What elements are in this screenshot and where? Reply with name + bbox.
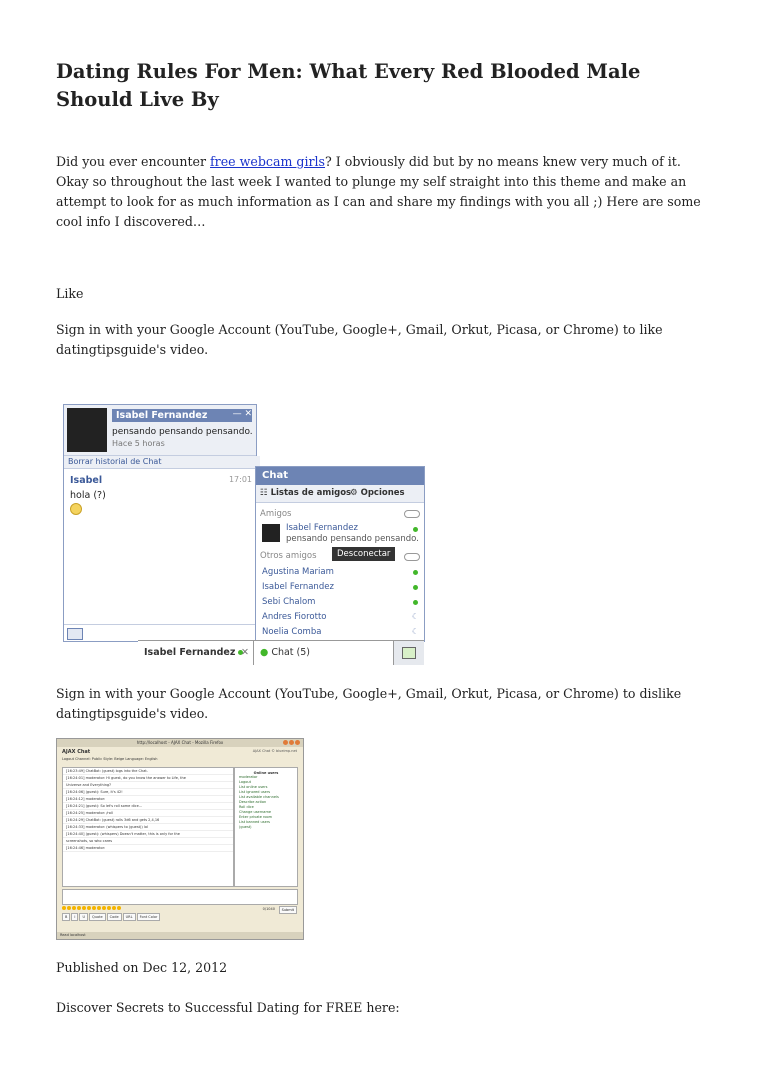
- format-button: Quote: [89, 913, 106, 921]
- log-line: [16:24:01] moderator: Hi guest, do you know the answer to Life, the: [63, 775, 233, 782]
- maximize-icon: [289, 740, 294, 745]
- other-friends-section-label: Otros amigos: [260, 551, 317, 561]
- browser-titlebar: [57, 739, 303, 747]
- char-counter: 0/1040: [262, 907, 275, 911]
- featured-friend-name: Isabel Fernandez: [286, 523, 358, 533]
- message-sender: Isabel: [70, 475, 103, 486]
- options-tab-label: Opciones: [360, 488, 405, 498]
- log-line: [16:24:21] (guest): So let's roll some dice...: [63, 803, 233, 810]
- user-item: Describe action: [239, 800, 267, 804]
- friend-list-item: Sebi Chalom: [262, 597, 316, 607]
- chat-panel: [255, 466, 425, 642]
- chat-people-icon: ●: [260, 647, 269, 658]
- user-item: List available channels: [239, 795, 279, 799]
- monitor-tab: [394, 641, 424, 665]
- format-button: I: [71, 913, 78, 921]
- other-friends-toggle: [404, 553, 420, 561]
- online-users-panel: [234, 767, 298, 887]
- chat-panel-title: Chat: [256, 467, 424, 485]
- online-users-header: Online users: [253, 771, 279, 775]
- chat-window-header: [64, 405, 256, 456]
- window-buttons: [282, 740, 300, 748]
- smiley-icon: [117, 906, 121, 910]
- close-icon: [295, 740, 300, 745]
- message-text: hola (?): [70, 490, 106, 501]
- user-item: Change username: [239, 810, 272, 814]
- friend-lists-tab-label: Listas de amigos: [270, 488, 352, 498]
- published-date: Published on Dec 12, 2012: [56, 960, 228, 975]
- log-line: Universe and Everything?: [63, 782, 233, 789]
- options-tab: ⚙ Opciones: [350, 488, 405, 498]
- log-line: [16:24:33] moderator: (whispers to (guest)) lol: [63, 824, 233, 831]
- friend-avatar: [262, 524, 280, 542]
- format-button: Font Color: [137, 913, 161, 921]
- ajax-chat-screenshot: [56, 738, 304, 940]
- intro-text-before: Did you ever encounter: [56, 154, 211, 169]
- format-button: B: [62, 913, 70, 921]
- log-line: [16:23:49] ChatBot: (guest) logs into the Chat.: [63, 768, 233, 775]
- format-button: URL: [123, 913, 136, 921]
- friend-list-item: Isabel Fernandez: [262, 582, 334, 592]
- online-dot-icon: [413, 570, 418, 575]
- format-button: Code: [107, 913, 122, 921]
- friend-list-item: Agustina Mariam: [262, 567, 334, 577]
- chat-tab-isabel: [138, 641, 254, 665]
- friend-lists-tab: ☷ Listas de amigos: [260, 488, 352, 498]
- friend-list-item: Noelia Comba: [262, 627, 322, 637]
- log-line: [16:24:40] (guest): (whispers) Doesn't matter, this is only for the: [63, 831, 233, 838]
- chat-window-status-time: Hace 5 horas: [112, 439, 165, 448]
- format-buttons: [62, 915, 161, 919]
- friends-toggle: [404, 510, 420, 518]
- chat-window-status: pensando pensando pensando.: [112, 427, 253, 437]
- user-item: List online users: [239, 785, 268, 789]
- message-input: [62, 889, 298, 905]
- smiley-icon: [87, 906, 91, 910]
- browser-title: http://localhost - AJAX Chat - Mozilla Firefox: [136, 740, 224, 745]
- user-item: List ignored users: [239, 790, 271, 794]
- user-item: (guest): [239, 825, 252, 829]
- user-item: moderator: [239, 775, 258, 779]
- chat-tab-name: Isabel Fernandez: [144, 647, 236, 658]
- chat-count-label: Chat (5): [271, 647, 311, 658]
- format-button: U: [79, 913, 88, 921]
- user-item: Enter private room: [239, 815, 273, 819]
- chat-panel-tabs: [256, 485, 424, 503]
- speech-bubbles-icon: [67, 628, 83, 640]
- emoticon-row: [62, 906, 122, 911]
- log-line: [16:24:46] moderator:: [63, 845, 233, 852]
- log-line: [16:24:29] ChatBot: (guest) rolls 3d6 and gets 2,4,16: [63, 817, 233, 824]
- intro-paragraph: [56, 152, 716, 232]
- log-line: [16:24:25] moderator: /roll: [63, 810, 233, 817]
- smiley-icon: [62, 906, 66, 910]
- ajax-toolbar: Logout Channel: Public Style: Beige Language: English: [62, 757, 158, 761]
- chat-window-name: Isabel Fernandez: [112, 409, 252, 422]
- window-controls: — ✕: [232, 409, 252, 419]
- ajax-app-credit: AJAX Chat © blueimp.net: [252, 749, 297, 753]
- online-dot-icon: [413, 600, 418, 605]
- browser-statusbar: Read localhost: [57, 932, 304, 939]
- like-signin-text: Sign in with your Google Account (YouTube, Google+, Gmail, Orkut, Picasa, or Chrome) to like datingtipsguide's video.: [56, 322, 663, 357]
- minimize-icon: [283, 740, 288, 745]
- chat-log: [62, 767, 234, 887]
- smiley-icon: [102, 906, 106, 910]
- submit-button: Submit: [279, 906, 297, 914]
- idle-moon-icon: ☾: [411, 627, 419, 636]
- smiley-icon: [92, 906, 96, 910]
- article-title: Dating Rules For Men: What Every Red Blooded Male Should Live By: [56, 60, 641, 111]
- online-dot-icon: [413, 585, 418, 590]
- smiley-icon: [77, 906, 81, 910]
- webcam-link[interactable]: free webcam girls: [210, 154, 326, 169]
- chat-tab-bar: [138, 640, 424, 665]
- smiley-icon: [97, 906, 101, 910]
- log-line: [16:24:12] moderator:: [63, 796, 233, 803]
- monitor-icon: [402, 647, 416, 659]
- clear-history-link: Borrar historial de Chat: [64, 456, 260, 469]
- log-line: screenshots, so who cares: [63, 838, 233, 845]
- disconnect-tooltip: Desconectar: [332, 547, 395, 561]
- user-item: List banned users: [239, 820, 270, 824]
- smiley-icon: [107, 906, 111, 910]
- friend-list-item: Andres Fiorotto: [262, 612, 327, 622]
- fb-chat-screenshot: [56, 404, 424, 664]
- message-time: 17:01: [228, 475, 252, 484]
- smiley-icon: [72, 906, 76, 910]
- smiley-icon: [67, 906, 71, 910]
- discover-text: Discover Secrets to Successful Dating for FREE here:: [56, 1000, 400, 1015]
- chat-input-bar: [64, 624, 256, 641]
- friends-section-label: Amigos: [260, 509, 292, 519]
- smiley-icon: [70, 503, 82, 515]
- intro-text-after: ? I obviously did but by no means knew very much of it. Okay so throughout the last week I wanted to plunge my self straight into this theme and make an attempt to look for as much information as I can and share my findings with you all ;) Here are some cool info I discovered…: [56, 154, 701, 229]
- featured-friend-status: pensando pensando pensando.: [286, 534, 419, 544]
- chat-count-tab: [254, 641, 394, 665]
- smiley-icon: [112, 906, 116, 910]
- smiley-icon: [82, 906, 86, 910]
- user-item: Logout: [239, 780, 251, 784]
- online-dot-icon: [413, 527, 418, 532]
- log-line: [16:24:06] (guest): Sure, it's 42!: [63, 789, 233, 796]
- ajax-app-title: AJAX Chat: [62, 749, 91, 755]
- like-label[interactable]: Like: [56, 286, 84, 301]
- user-item: Roll dice: [239, 805, 254, 809]
- avatar: [67, 408, 107, 452]
- dislike-signin-text: Sign in with your Google Account (YouTube, Google+, Gmail, Orkut, Picasa, or Chrome) to dislike datingtipsguide's video.: [56, 686, 682, 721]
- chat-window: [63, 404, 257, 642]
- close-icon: ✕: [241, 647, 249, 658]
- idle-moon-icon: ☾: [411, 612, 419, 621]
